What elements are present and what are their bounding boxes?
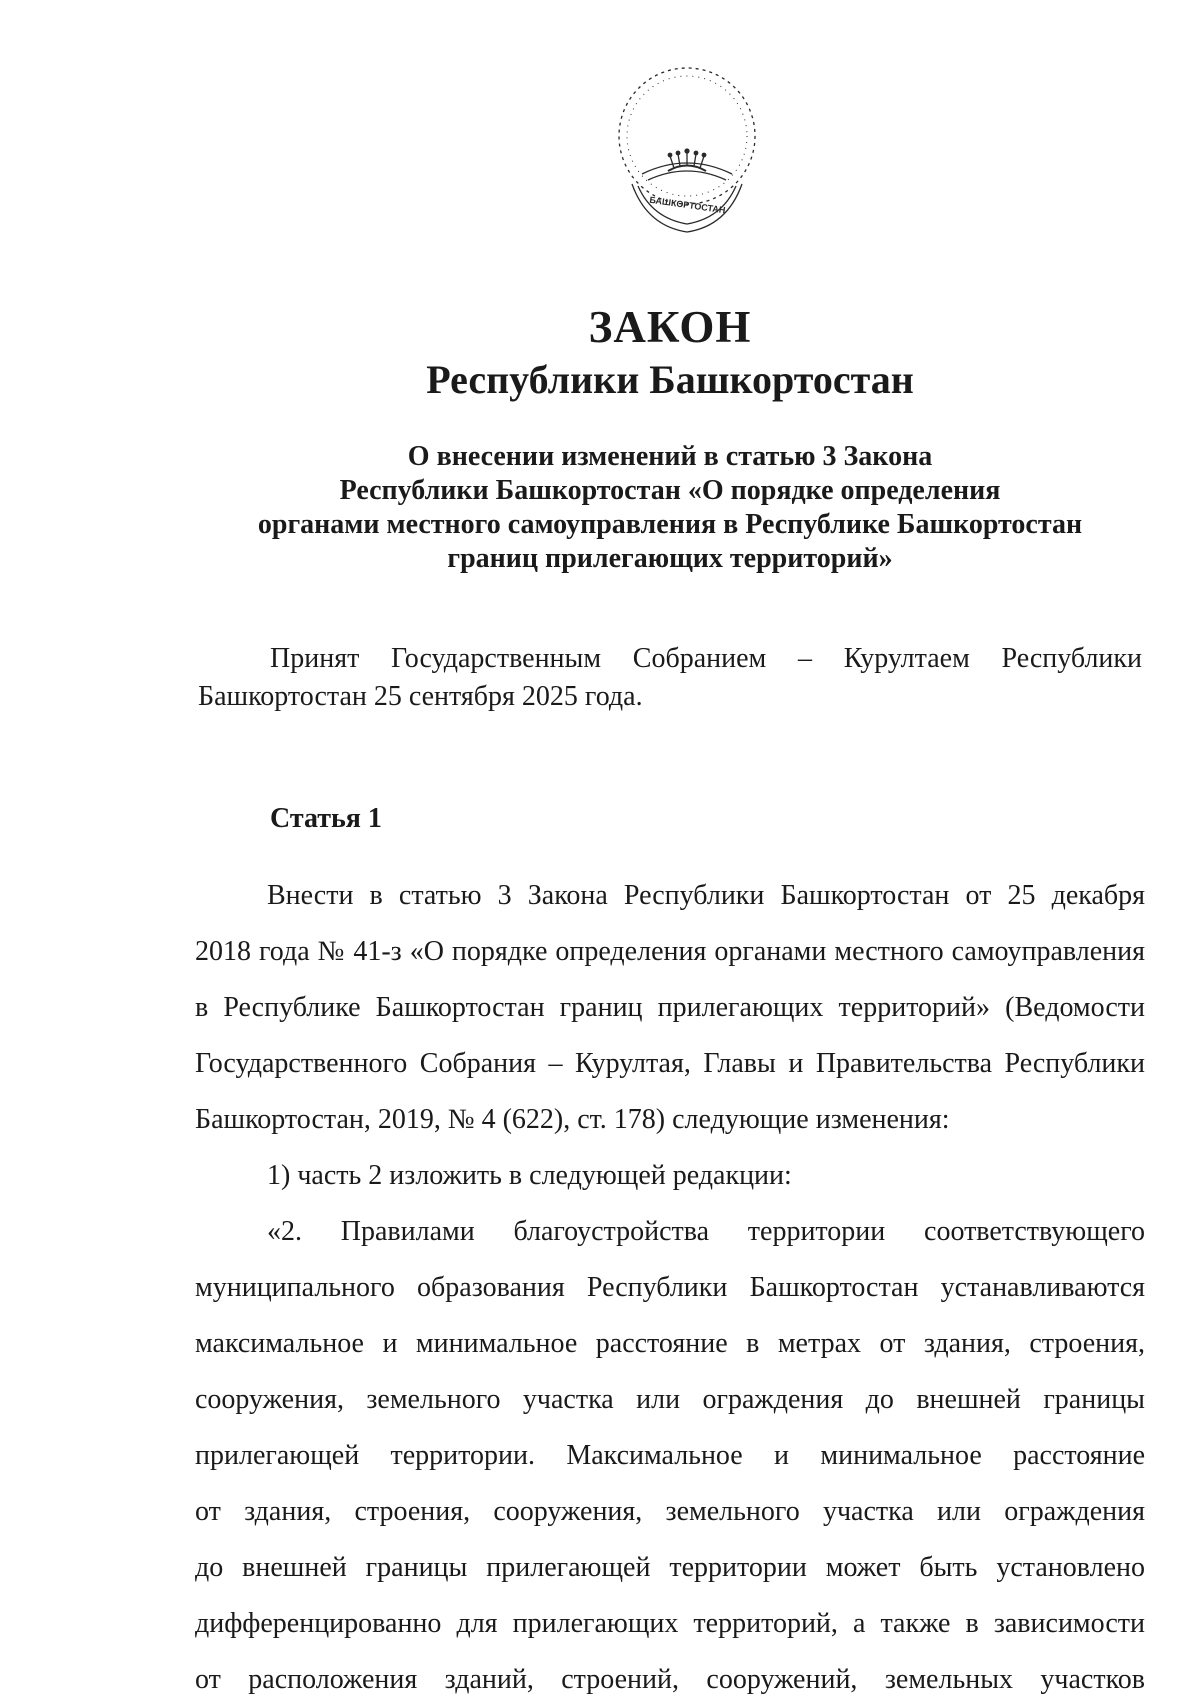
body-line: от расположения зданий, строений, сооружений, земельных участков	[195, 1664, 1145, 1695]
bashkortostan-emblem-icon	[602, 56, 772, 246]
body-line: дифференцированно для прилегающих территорий, а также в зависимости	[195, 1608, 1145, 1639]
emblem-ribbon-text: БАШКОРТОСТАН	[648, 194, 727, 216]
law-heading	[230, 440, 1110, 576]
body-line: Государственного Собрания – Курултая, Главы и Правительства Республики	[195, 1048, 1145, 1079]
body-line: прилегающей территории. Максимальное и минимальное расстояние	[195, 1440, 1145, 1471]
heading-line: Республики Башкортостан «О порядке определения	[339, 475, 1001, 506]
adoption-statement	[198, 640, 1142, 716]
body-line: Внести в статью 3 Закона Республики Башкортостан от 25 декабря	[267, 880, 1145, 911]
article-body	[195, 868, 1145, 1708]
heading-line: границ прилегающих территорий»	[447, 543, 893, 574]
body-line: в Республике Башкортостан границ прилегающих территорий» (Ведомости	[195, 992, 1145, 1023]
body-line: муниципального образования Республики Башкортостан устанавливаются	[195, 1272, 1145, 1303]
body-line: 2018 года № 41-з «О порядке определения органами местного самоуправления	[195, 936, 1145, 967]
article-title: Статья 1	[270, 803, 382, 834]
body-line: «2. Правилами благоустройства территории соответствующего	[267, 1216, 1145, 1247]
document-title	[400, 300, 940, 406]
body-line: 1) часть 2 изложить в следующей редакции:	[267, 1160, 792, 1191]
heading-line: О внесении изменений в статью 3 Закона	[407, 441, 933, 472]
heading-line: органами местного самоуправления в Республике Башкортостан	[257, 509, 1083, 540]
adoption-line: Башкортостан 25 сентября 2025 года.	[198, 681, 643, 712]
body-line: максимальное и минимальное расстояние в метрах от здания, строения,	[195, 1328, 1145, 1359]
body-line: от здания, строения, сооружения, земельного участка или ограждения	[195, 1496, 1145, 1527]
title-main: ЗАКОН	[588, 302, 752, 352]
body-line: сооружения, земельного участка или ограждения до внешней границы	[195, 1384, 1145, 1415]
body-line: Башкортостан, 2019, № 4 (622), ст. 178) следующие изменения:	[195, 1104, 950, 1135]
adoption-line: Принят Государственным Собранием – Курултаем Республики	[270, 643, 1142, 674]
body-line: до внешней границы прилегающей территории может быть установлено	[195, 1552, 1145, 1583]
title-sub: Республики Башкортостан	[426, 357, 914, 402]
